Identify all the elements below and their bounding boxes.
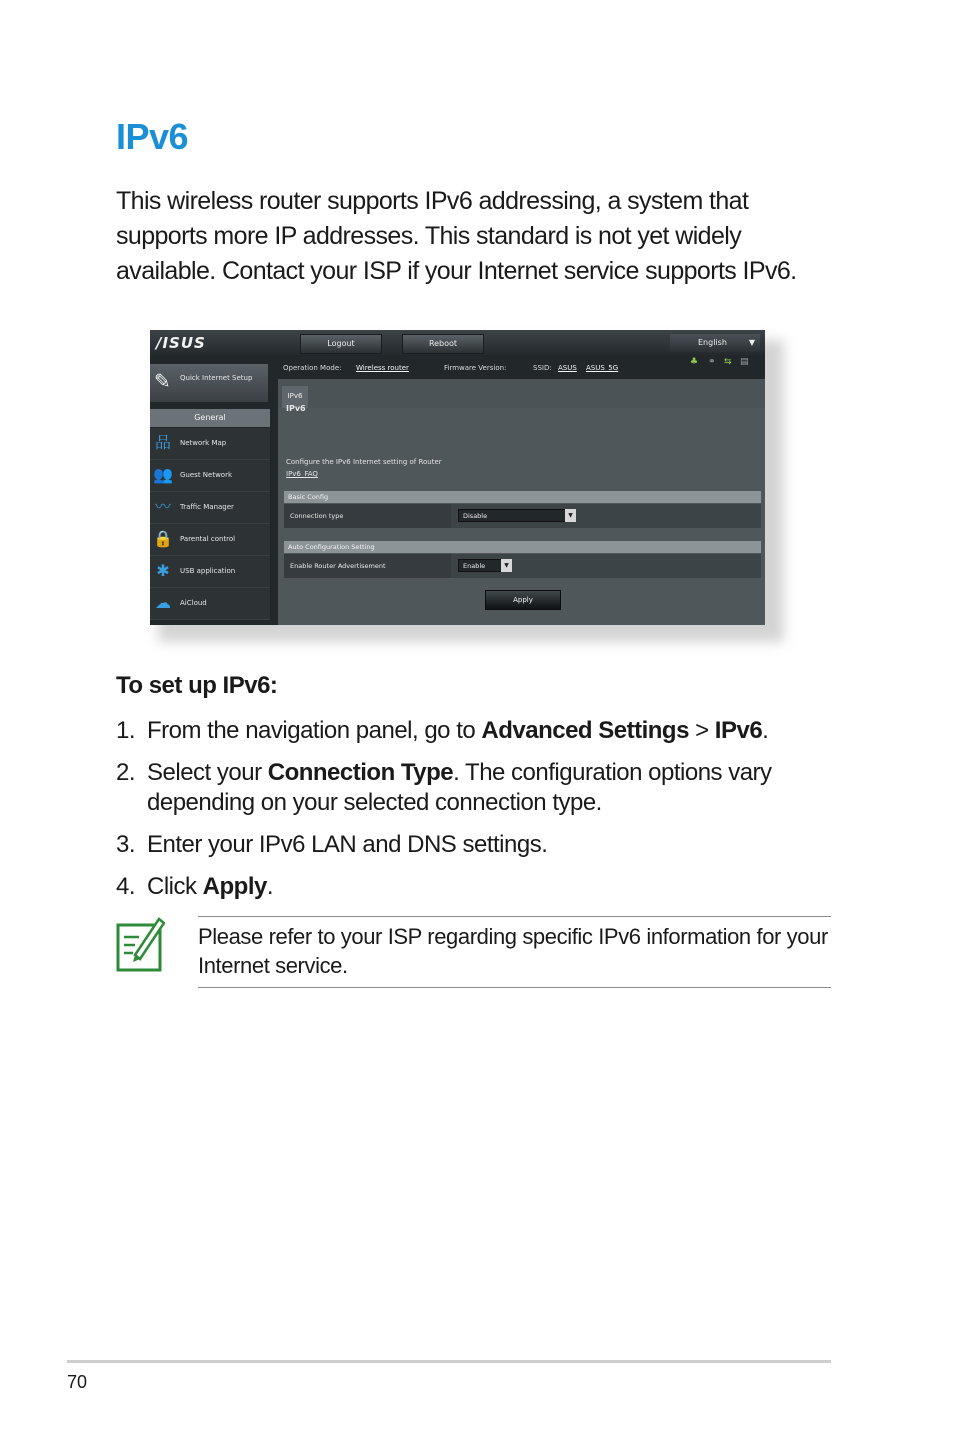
language-select[interactable]	[670, 334, 760, 352]
step-emphasis: Connection Type	[267, 759, 454, 786]
apply-button[interactable]: Apply	[485, 590, 561, 610]
step-emphasis: Apply	[202, 873, 267, 900]
router-sidebar	[150, 357, 278, 625]
footer-rule	[67, 1360, 831, 1363]
step-text-part: . The configuration options vary depending on your selected connection type.	[147, 759, 772, 816]
step-text-part: >	[688, 717, 715, 744]
chevron-down-icon: ▼	[748, 338, 755, 347]
step-number: 2.	[116, 759, 136, 786]
panel-description: Configure the IPv6 Internet setting of Router	[286, 458, 442, 466]
nav-item-traffic-manager[interactable]	[150, 492, 270, 524]
chevron-down-icon: ▼	[501, 559, 512, 572]
status-bar	[278, 357, 765, 379]
connection-type-select[interactable]	[458, 509, 576, 522]
step-text	[147, 872, 837, 902]
step-emphasis: IPv6	[714, 717, 763, 744]
step-text-part: Select your	[147, 759, 268, 786]
step-emphasis: Advanced Settings	[481, 717, 689, 744]
network-map-icon: 品	[154, 433, 171, 452]
router-main	[278, 357, 765, 625]
quick-internet-setup-button[interactable]	[150, 364, 268, 402]
wand-icon: ✎	[154, 369, 171, 393]
panel-title: IPv6	[286, 404, 306, 413]
step-text-part: From the navigation panel, go to	[147, 717, 482, 744]
traffic-manager-icon: 〰	[154, 497, 171, 516]
logout-button[interactable]: Logout	[300, 334, 382, 354]
ssid-label: SSID:	[533, 364, 552, 372]
nav-item-guest-network[interactable]	[150, 460, 270, 492]
ssid-link-1[interactable]: ASUS	[558, 364, 577, 372]
ssid-link-2[interactable]: ASUS_5G	[586, 364, 619, 372]
nav-item-usb-application[interactable]	[150, 556, 270, 588]
language-label: English	[698, 338, 727, 347]
note-text: Please refer to your ISP regarding specific IPv6 information for your Internet service.	[198, 924, 828, 978]
router-advertisement-select[interactable]	[458, 559, 512, 572]
step-text	[147, 758, 837, 818]
router-screenshot	[150, 330, 765, 625]
firmware-label: Firmware Version:	[444, 364, 507, 372]
cloud-icon: ☁	[155, 593, 171, 612]
reboot-button[interactable]: Reboot	[402, 334, 484, 354]
page-number: 70	[67, 1372, 88, 1392]
nav-item-parental-control[interactable]	[150, 524, 270, 556]
general-section-label: General	[150, 409, 270, 427]
nav-label: USB application	[180, 567, 236, 575]
step-text: Enter your IPv6 LAN and DNS settings.	[147, 831, 548, 858]
note-top-rule	[198, 916, 831, 917]
step-text-part: .	[266, 873, 274, 900]
steps-heading: To set up IPv6:	[116, 672, 278, 699]
note-bottom-rule	[198, 987, 831, 988]
step-number: 1.	[116, 717, 136, 744]
asus-logo: /ISUS	[156, 334, 206, 352]
usb-icon[interactable]: ⇆	[724, 357, 732, 367]
page-title: IPv6	[116, 116, 189, 157]
connection-type-value: Disable	[463, 512, 488, 520]
guest-network-icon: 👥	[153, 465, 173, 484]
connection-type-label: Connection type	[284, 504, 451, 528]
basic-config-header: Basic Config	[284, 491, 761, 503]
step-number: 3.	[116, 831, 136, 858]
lock-icon: 🔒	[153, 529, 173, 548]
tab-ipv6[interactable]: IPv6	[282, 386, 308, 408]
internet-status-icon[interactable]: ♣	[690, 357, 699, 367]
nav-label: Parental control	[180, 535, 236, 543]
intro-paragraph: This wireless router supports IPv6 addressing, a system that supports more IP addresses. This standard is not yet widely available. Contact your ISP if your Internet service supports IPv6.	[116, 187, 797, 285]
nav-label: Guest Network	[180, 471, 233, 479]
link-icon[interactable]: ⚭	[708, 357, 716, 367]
auto-config-header: Auto Configuration Setting	[284, 541, 761, 553]
step-text-part: Click	[147, 873, 203, 900]
note-icon	[115, 915, 165, 973]
quick-setup-label: Quick Internet Setup	[180, 374, 253, 382]
step-number: 4.	[116, 873, 136, 900]
router-advertisement-label: Enable Router Advertisement	[284, 554, 451, 578]
router-advertisement-row	[284, 554, 761, 578]
nav-label: AiCloud	[180, 599, 207, 607]
nav-item-aicloud[interactable]	[150, 588, 270, 620]
router-topbar	[150, 330, 765, 357]
chevron-down-icon: ▼	[565, 509, 576, 522]
puzzle-icon: ✱	[156, 561, 170, 580]
printer-icon[interactable]: ▤	[740, 357, 749, 367]
nav-label: Traffic Manager	[180, 503, 234, 511]
router-advertisement-value: Enable	[463, 562, 486, 570]
op-mode-label: Operation Mode:	[283, 364, 342, 372]
ipv6-faq-link[interactable]: IPv6_FAQ	[286, 470, 318, 478]
nav-label: Network Map	[180, 439, 227, 447]
step-text	[147, 716, 837, 746]
nav-item-network-map[interactable]	[150, 428, 270, 460]
connection-type-row	[284, 504, 761, 528]
op-mode-link[interactable]: Wireless router	[356, 364, 409, 372]
step-text-part: .	[762, 717, 769, 744]
